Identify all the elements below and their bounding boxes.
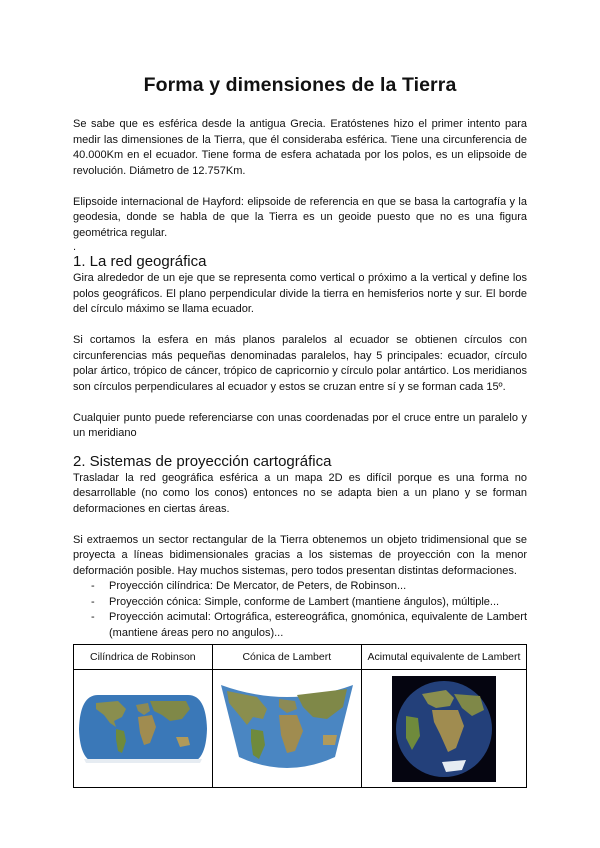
stray-dot: . bbox=[73, 241, 77, 253]
paragraph: Si cortamos la esfera en más planos paralelos al ecuador se obtienen círculos con circunferencias más pequeñas denominadas paralelos, hay 5 principales: ecuador, círculo polar ártico, trópico de cáncer, trópico de capricornio y círculo polar antártico. Los meridianos son círculos perpendiculares al ecuador y estos se cruzan entre sí y se forman cada 15º. bbox=[73, 334, 527, 393]
page-title: Forma y dimensiones de la Tierra bbox=[143, 74, 457, 96]
intro-paragraph: Se sabe que es esférica desde la antigua Grecia. Eratóstenes hizo el primer intento para medir las dimensiones de la Tierra, que él consideraba esférica. Tiene una circunferencia de 40.000Km en el ecuador. Tiene forma de esfera achatada por los polos, es un elipsoide de revolución. Diámetro de 12.757Km. bbox=[73, 118, 527, 177]
paragraph: Cualquier punto puede referenciarse con unas coordenadas por el cruce entre un paralelo y un meridiano bbox=[73, 411, 527, 439]
section-heading-sistemas-proyeccion: 2. Sistemas de proyección cartográfica bbox=[73, 452, 332, 470]
table-header: Acimutal equivalente de Lambert bbox=[361, 645, 526, 670]
table-cell bbox=[361, 670, 526, 788]
paragraph: Gira alrededor de un eje que se representa como vertical o próximo a la vertical y define los polos geográficos. El plano perpendicular divide la tierra en hemisferios norte y sur. El borde del círculo máximo se llama ecuador. bbox=[73, 272, 527, 315]
list-item: - Proyección acimutal: Ortográfica, estereográfica, gnomónica, equivalente de Lambert (mantiene áreas pero no angulos)... bbox=[91, 611, 527, 639]
table-cell bbox=[74, 670, 213, 788]
list-item: - Proyección cónica: Simple, conforme de Lambert (mantiene ángulos), múltiple... bbox=[91, 595, 500, 608]
hayford-paragraph: Elipsoide internacional de Hayford: elipsoide de referencia en que se basa la cartografía y la geodesia, donde se habla de que la Tierra es un geoide puesto que no es una figura geométrica regular. bbox=[73, 195, 527, 239]
paragraph: Trasladar la red geográfica esférica a un mapa 2D es difícil porque es una forma no desarrollable (no como los conos) entonces no se adapta bien a un plano y se forman deformaciones en ciertas áreas. bbox=[73, 471, 527, 515]
list-item: - Proyección cilíndrica: De Mercator, de Peters, de Robinson... bbox=[91, 580, 407, 592]
projection-table bbox=[73, 644, 527, 788]
document-page bbox=[73, 74, 527, 788]
table-header: Cónica de Lambert bbox=[212, 645, 361, 670]
projection-list bbox=[73, 579, 527, 641]
paragraph: Si extraemos un sector rectangular de la Tierra obtenemos un objeto tridimensional que se proyecta a líneas bidimensionales gracias a los sistemas de proyección con la menor deformación posible. Hay muchos sistemas, pero todos presentan distintas deformaciones. bbox=[73, 533, 527, 577]
section-heading-red-geografica: 1. La red geográfica bbox=[73, 253, 207, 270]
lambert-azimuthal-map-image bbox=[392, 676, 496, 782]
robinson-map-image bbox=[78, 693, 208, 765]
table-cell bbox=[212, 670, 361, 788]
lambert-conic-map-image bbox=[217, 679, 357, 779]
table-header: Cilíndrica de Robinson bbox=[74, 645, 213, 670]
